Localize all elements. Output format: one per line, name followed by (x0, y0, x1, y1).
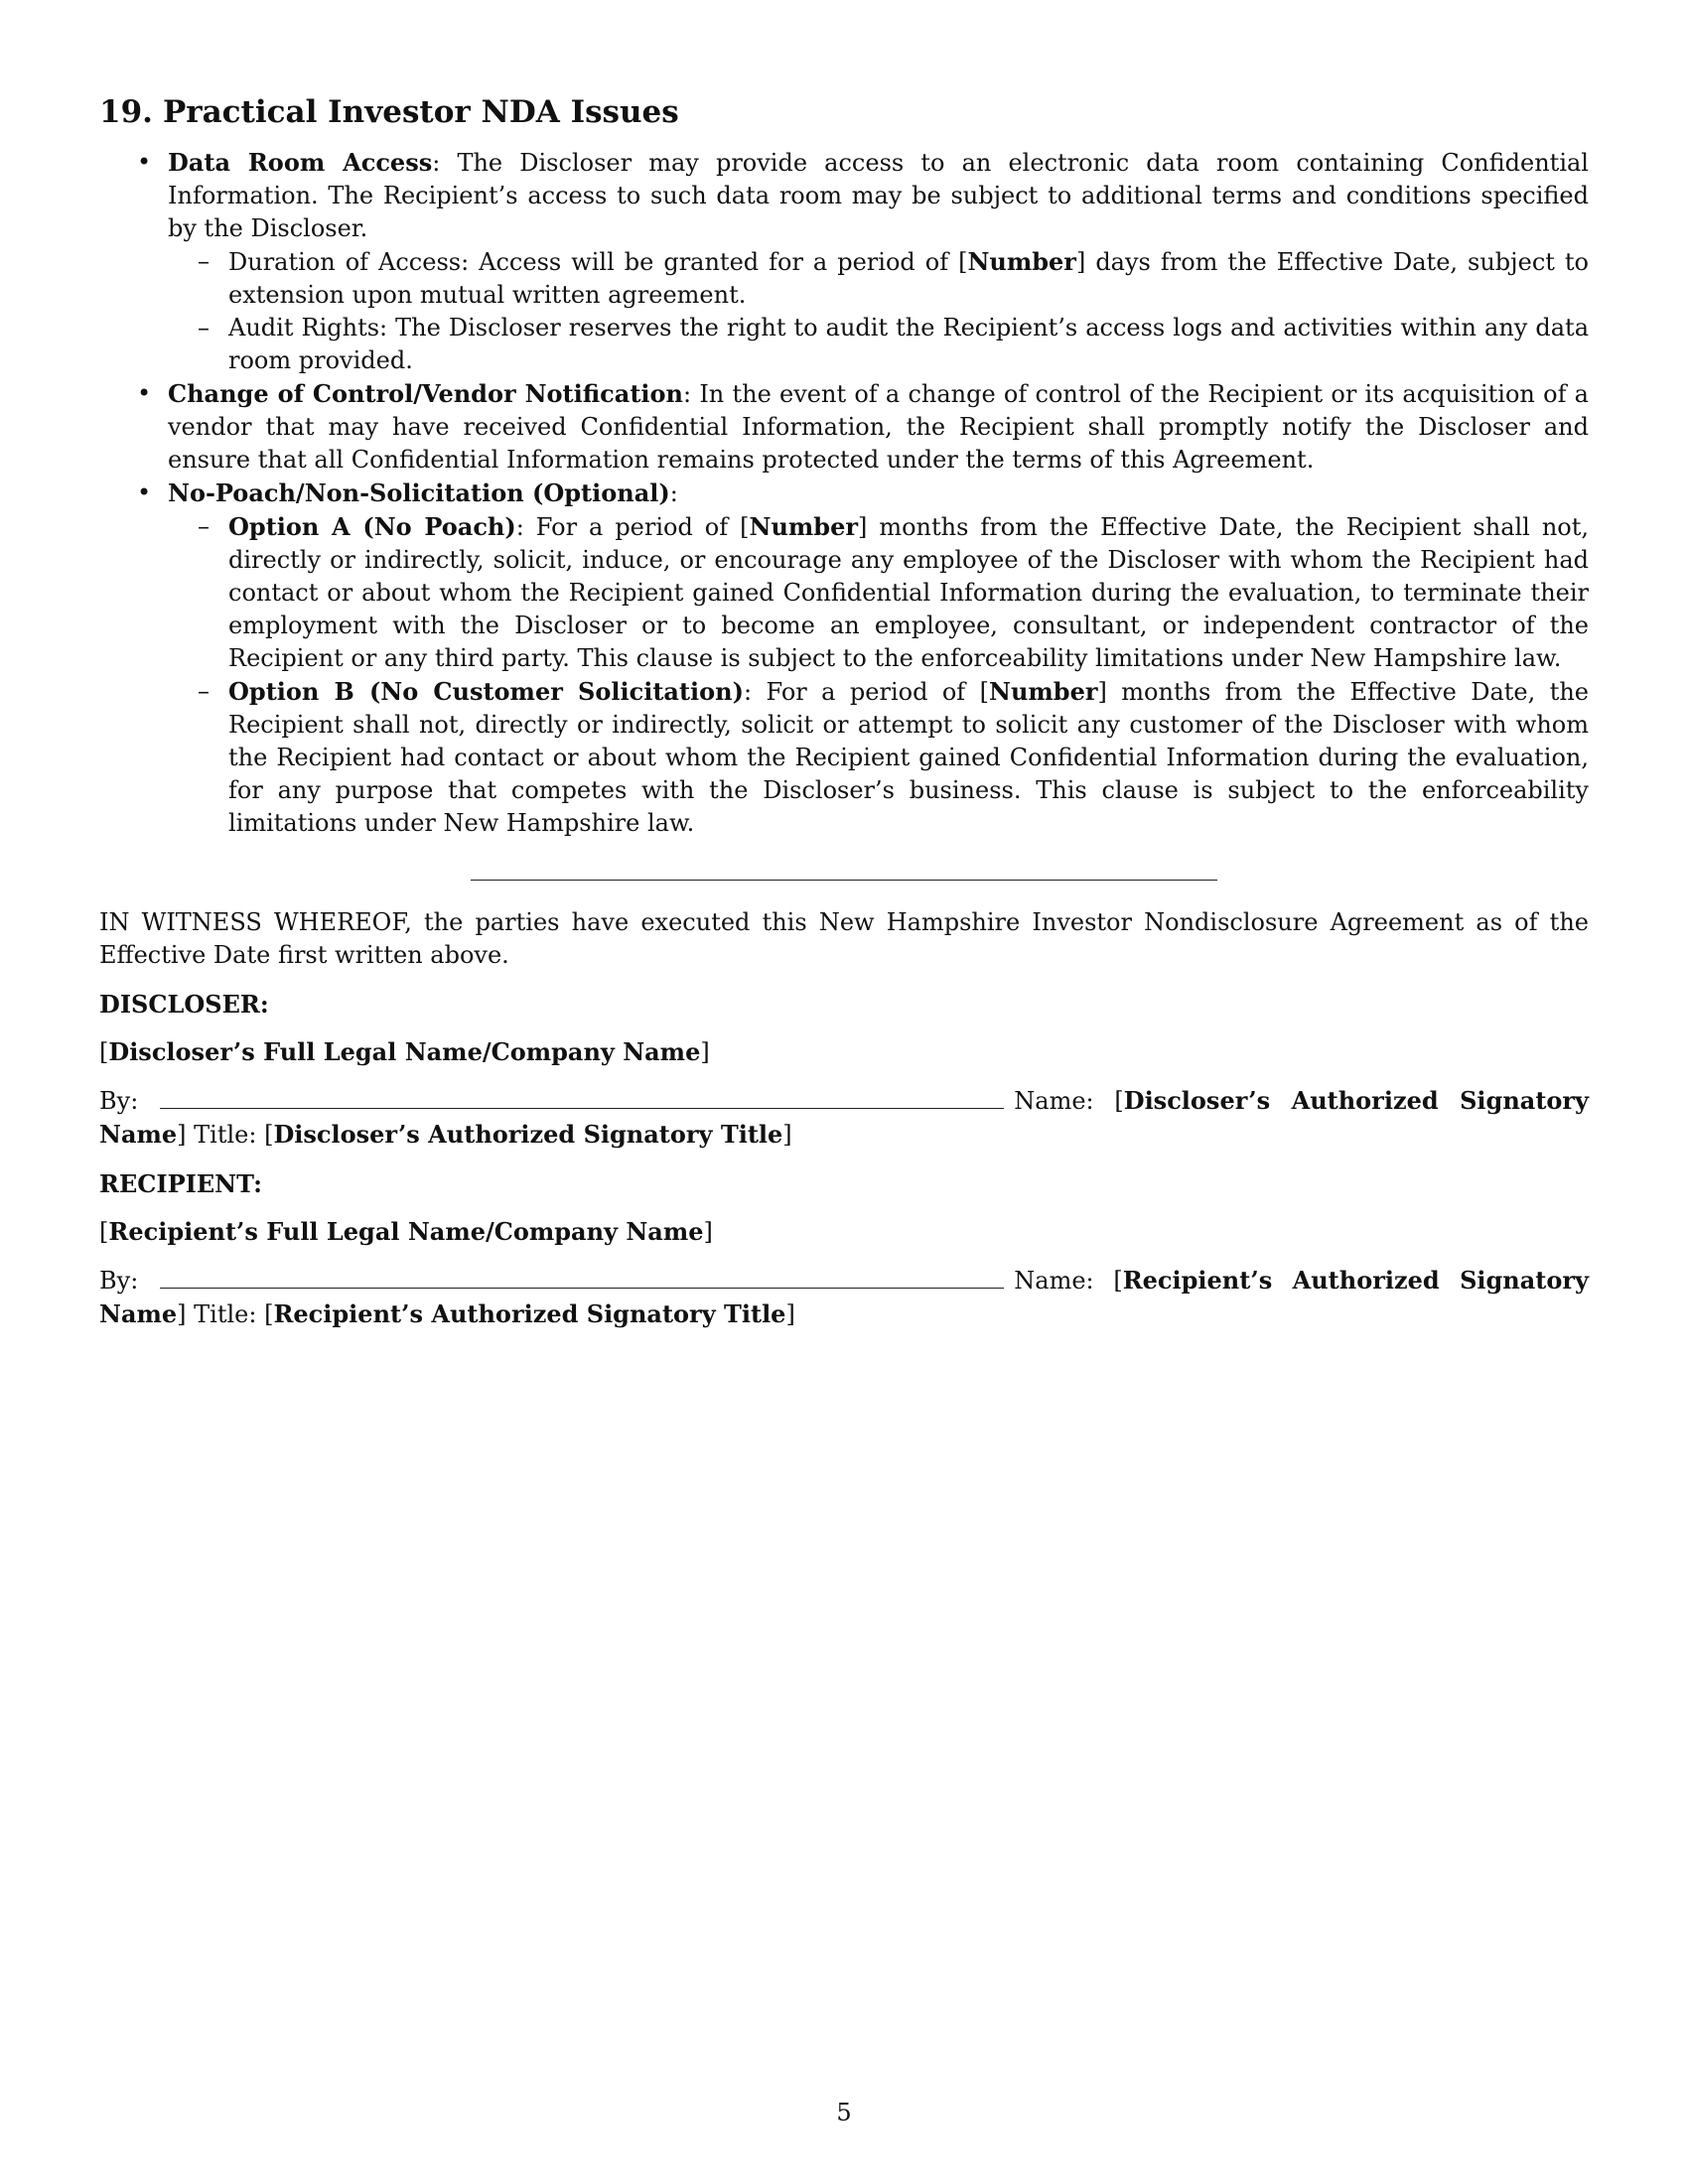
witness-paragraph: IN WITNESS WHEREOF, the parties have executed this New Hampshire Investor Nondisclosure Agreement as of the Effective Date first written above. (99, 908, 1589, 969)
data-room-text: : The Discloser may provide access to an electronic data room containing Confidential Information. The Recipient’s access to such data room may be subject to additional terms and conditions specified by the Discloser. (168, 149, 1589, 242)
document-page (99, 92, 1589, 1331)
recipient-signature-line[interactable] (160, 1287, 1004, 1289)
list-item-data-room (99, 146, 1589, 377)
discloser-signatory-title: Discloser’s Authorized Signatory Title (273, 1120, 783, 1149)
option-a-post: months from the Effective Date, the Recipient shall not, directly or indirectly, solicit, induce, or encourage any employee of the Discloser with whom the Recipient had contact or about whom the Recipient gained Confidential Information during the evaluation, to terminate their employment with the Discloser or to become an employee, consultant, or independent contractor of the Recipient or any third party. This clause is subject to the enforceability limitations under New Hampshire law. (228, 513, 1590, 672)
placeholder-number: Number (967, 247, 1076, 276)
duration-text-post: days from the Effective Date, subject to extension upon mutual written agreement. (228, 248, 1589, 309)
recipient-heading: RECIPIENT: (99, 1169, 262, 1198)
option-b: – Option B (No Customer Solicitation): For a period of [Number] months from the Effective Date, the Recipient shall not, directly or indirectly, solicit or attempt to solicit any customer of the Discloser with whom the Recipient had contact or about whom the Recipient gained Confidential Information during the evaluation, for any purpose that competes with the Discloser’s business. This clause is subject to the enforceability limitations under New Hampshire law. (168, 675, 1589, 840)
audit-rights-text: Audit Rights: The Discloser reserves the right to audit the Recipient’s access logs and activities within any data room provided. (228, 314, 1589, 374)
no-poach-colon: : (669, 479, 678, 507)
recipient-signatory-title: Recipient’s Authorized Signatory Title (273, 1299, 786, 1328)
audit-rights (168, 312, 1589, 377)
option-b-post: months from the Effective Date, the Recipient shall not, directly or indirectly, solicit or attempt to solicit any customer of the Discloser with whom the Recipient had contact or about whom the Recipient gained Confidential Information during the evaluation, for any purpose that competes with the Discloser’s business. This clause is subject to the enforceability limitations under New Hampshire law. (228, 678, 1589, 837)
option-b-pre: : For a period of (743, 678, 980, 706)
by-label: By: (99, 1087, 139, 1115)
duration-text-pre: Duration of Access: Access will be granted for a period of (228, 248, 959, 276)
discloser-signatory-name: Discloser’s Authorized Signatory Name (99, 1086, 1589, 1149)
recipient-company-name: Recipient’s Full Legal Name/Company Name (108, 1217, 704, 1246)
section-number: 19. (99, 94, 153, 130)
section-heading (99, 92, 1589, 132)
title-label: Title: (194, 1121, 257, 1149)
option-a-pre: : For a period of (515, 513, 741, 541)
change-of-control-label: Change of Control/Vendor Notification (168, 379, 683, 408)
duration-of-access: – Duration of Access: Access will be granted for a period of [Number] days from the Effective Date, subject to extension upon mutual written agreement. (168, 245, 1589, 312)
section-title: Practical Investor NDA Issues (162, 94, 679, 130)
recipient-signatory-name: Recipient’s Authorized Signatory Name (99, 1266, 1589, 1328)
discloser-signature-block: By: Name: [Discloser’s Authorized Signatory Name] Title: [Discloser’s Authorized Signatory Title] (99, 1086, 1589, 1149)
placeholder-number: Number (749, 512, 858, 541)
data-room-label: Data Room Access (168, 148, 433, 177)
option-a: – Option A (No Poach): For a period of [Number] months from the Effective Date, the Recipient shall not, directly or indirectly, solicit, induce, or encourage any employee of the Discloser with whom the Recipient had contact or about whom the Recipient gained Confidential Information during the evaluation, to terminate their employment with the Discloser or to become an employee, consultant, or independent contractor of the Recipient or any third party. This clause is subject to the enforceability limitations under New Hampshire law. (168, 510, 1589, 675)
issues-list (99, 146, 1589, 840)
placeholder-number: Number (989, 677, 1098, 706)
discloser-heading: DISCLOSER: (99, 990, 269, 1019)
discloser-signature-line[interactable] (160, 1107, 1004, 1109)
list-item-no-poach (99, 477, 1589, 840)
no-poach-sublist (168, 510, 1589, 840)
title-label: Title: (194, 1300, 257, 1328)
option-a-label: Option A (No Poach) (228, 512, 516, 541)
data-room-sublist (168, 245, 1589, 377)
name-label: Name: (1014, 1087, 1094, 1115)
section-divider (471, 880, 1217, 881)
name-label: Name: (1014, 1267, 1094, 1295)
option-b-label: Option B (No Customer Solicitation) (228, 677, 744, 706)
recipient-signature-block: By: Name: [Recipient’s Authorized Signatory Name] Title: [Recipient’s Authorized Signatory Title] (99, 1266, 1589, 1328)
by-label: By: (99, 1267, 139, 1295)
discloser-company: [Discloser’s Full Legal Name/Company Name] (99, 1037, 710, 1066)
recipient-company: [Recipient’s Full Legal Name/Company Name] (99, 1217, 713, 1246)
change-of-control-text: : In the event of a change of control of the Recipient or its acquisition of a vendor that may have received Confidential Information, the Recipient shall promptly notify the Discloser and ensure that all Confidential Information remains protected under the terms of this Agreement. (168, 380, 1589, 474)
no-poach-label: No-Poach/Non-Solicitation (Optional) (168, 478, 670, 507)
list-item-change-of-control (99, 377, 1589, 477)
page-number: 5 (836, 2099, 852, 2126)
discloser-company-name: Discloser’s Full Legal Name/Company Name (108, 1037, 701, 1066)
